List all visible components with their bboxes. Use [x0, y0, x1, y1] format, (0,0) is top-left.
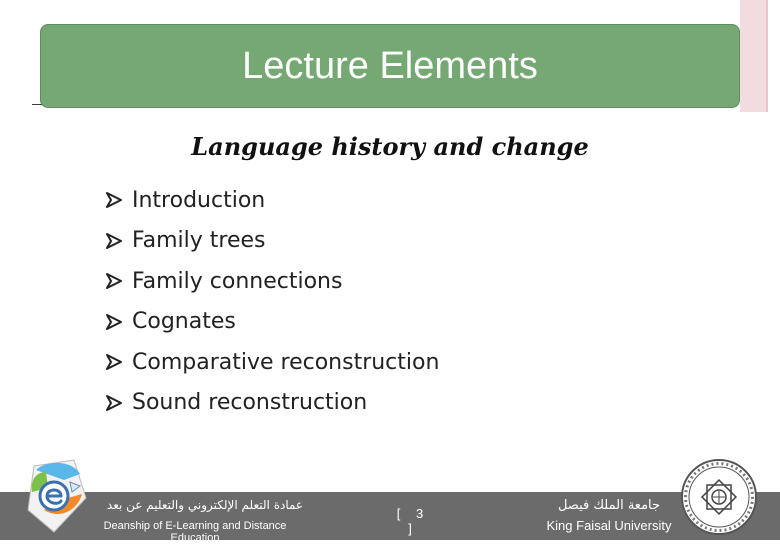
bullet-item	[104, 342, 439, 383]
bullet-label: Family trees	[132, 228, 266, 254]
bullet-item	[104, 383, 439, 424]
bullet-label: Comparative reconstruction	[132, 349, 440, 375]
title-divider	[32, 104, 42, 105]
bullet-item	[104, 302, 439, 343]
bullet-item	[104, 221, 439, 262]
university-seal-icon	[680, 458, 758, 536]
deanship-arabic-name: عمادة التعلم الإلكتروني والتعليم عن بعد	[106, 498, 304, 512]
university-arabic-name: جامعة الملك فيصل	[557, 498, 661, 513]
arrow-bullet-icon	[104, 271, 124, 291]
arrow-bullet-icon	[104, 312, 124, 332]
page-number: [ 3 ]	[396, 506, 430, 536]
bullet-list	[104, 180, 439, 423]
bullet-item	[104, 180, 439, 221]
university-english-name: King Faisal University	[546, 518, 672, 533]
arrow-bullet-icon	[104, 393, 124, 413]
slide-subtitle: Language history and change	[191, 132, 589, 161]
bullet-label: Introduction	[132, 187, 266, 213]
deanship-english-name: Deanship of E-Learning and Distance Education	[103, 520, 287, 544]
title-bar	[40, 24, 740, 108]
bullet-item	[104, 261, 439, 302]
arrow-bullet-icon	[104, 231, 124, 251]
top-accent-strip	[740, 0, 766, 112]
slide-title: Lecture Elements	[242, 45, 538, 87]
top-accent-line	[766, 0, 768, 112]
bullet-label: Cognates	[132, 309, 236, 335]
arrow-bullet-icon	[104, 190, 124, 210]
bullet-label: Sound reconstruction	[132, 390, 368, 416]
arrow-bullet-icon	[104, 352, 124, 372]
bullet-label: Family connections	[132, 268, 343, 294]
